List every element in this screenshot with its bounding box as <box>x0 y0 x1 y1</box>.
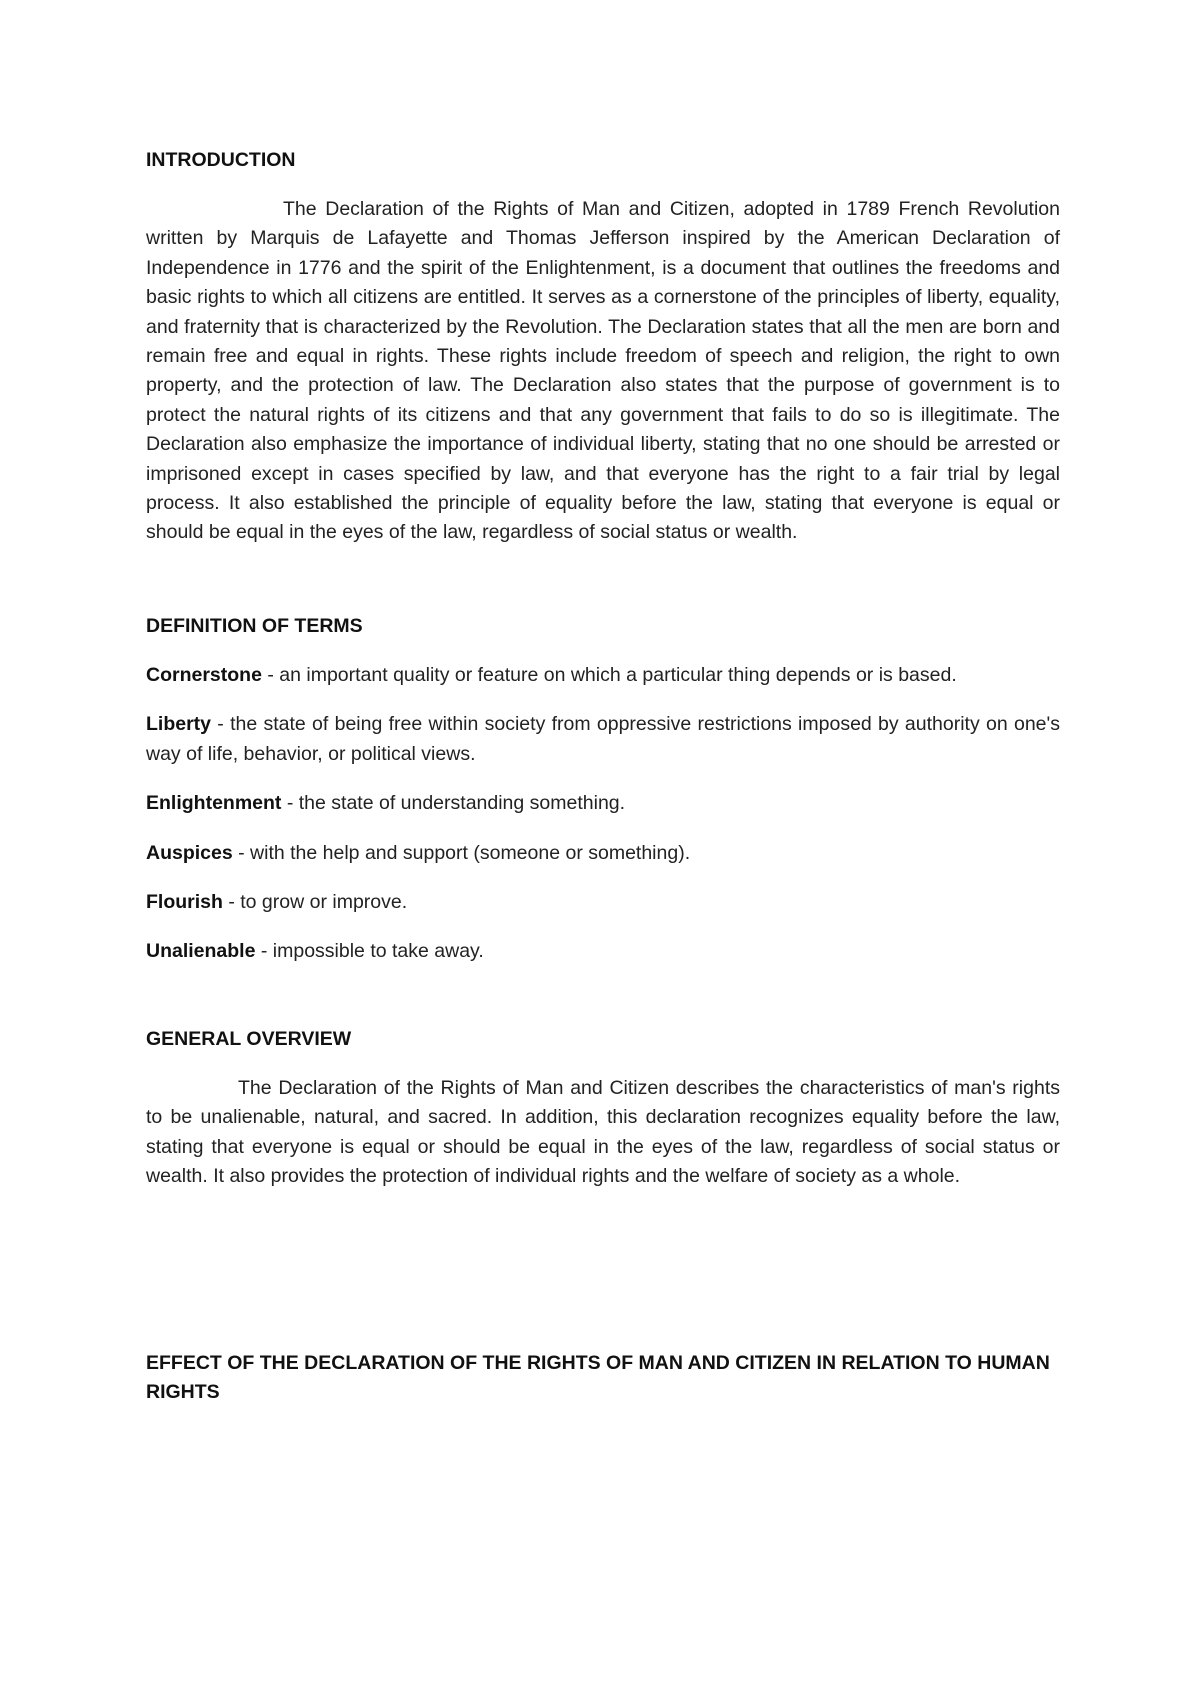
introduction-heading: INTRODUCTION <box>146 149 296 171</box>
definition-item <box>146 789 1060 818</box>
definition-term: Enlightenment <box>146 792 282 815</box>
introduction-paragraph: The Declaration of the Rights of Man and Citizen, adopted in 1789 French Revolution written by Marquis de Lafayette and Thomas Jefferson inspired by the American Declaration of Independence in 1776 and the spirit of the Enlightenment, is a document that outlines the freedoms and basic rights to which all citizens are entitled. It serves as a cornerstone of the principles of liberty, equality, and fraternity that is characterized by the Revolution. The Declaration states that all the men are born and remain free and equal in rights. These rights include freedom of speech and religion, the right to own property, and the protection of law. The Declaration also states that the purpose of government is to protect the natural rights of its citizens and that any government that fails to do so is illegitimate. The Declaration also emphasize the importance of individual liberty, stating that no one should be arrested or imprisoned except in cases specified by law, and that everyone has the right to a fair trial by legal process. It also established the principle of equality before the law, stating that everyone is equal or should be equal in the eyes of the law, regardless of social status or wealth. <box>146 198 1060 544</box>
definition-item <box>146 839 1060 868</box>
effect-heading: EFFECT OF THE DECLARATION OF THE RIGHTS OF MAN AND CITIZEN IN RELATION TO HUMAN RIGHTS <box>146 1352 1050 1404</box>
definition-text: - impossible to take away. <box>255 940 484 963</box>
definition-term: Flourish <box>146 890 223 913</box>
definition-term: Cornerstone <box>146 663 262 686</box>
definitions-list <box>146 661 1060 967</box>
definition-item <box>146 888 1060 917</box>
definition-text: - the state of being free within society from oppressive restrictions imposed by authority on one's way of life, behavior, or political views. <box>146 713 1060 765</box>
definition-term: Auspices <box>146 841 233 864</box>
definition-text: - an important quality or feature on which a particular thing depends or is based. <box>261 663 957 686</box>
definition-item <box>146 937 1060 966</box>
definitions-heading: DEFINITION OF TERMS <box>146 614 363 637</box>
document-page <box>146 146 1060 1407</box>
introduction-section <box>146 146 1060 548</box>
definition-text: - the state of understanding something. <box>281 792 626 815</box>
overview-paragraph: The Declaration of the Rights of Man and Citizen describes the characteristics of man's rights to be unalienable, natural, and sacred. In addition, this declaration recognizes equality before the law, stating that everyone is equal or should be equal in the eyes of the law, regardless of social status or wealth. It also provides the protection of individual rights and the welfare of society as a whole. <box>146 1076 1060 1187</box>
definition-text: - to grow or improve. <box>222 890 408 913</box>
definition-item <box>146 661 1060 690</box>
definition-text: - with the help and support (someone or something). <box>232 841 691 864</box>
definitions-section <box>146 612 1060 967</box>
definition-item <box>146 710 1060 769</box>
overview-heading: GENERAL OVERVIEW <box>146 1027 352 1050</box>
overview-section <box>146 1025 1060 1192</box>
effect-section <box>146 1349 1060 1407</box>
definition-term: Unalienable <box>146 940 256 963</box>
definition-term: Liberty <box>146 713 212 736</box>
